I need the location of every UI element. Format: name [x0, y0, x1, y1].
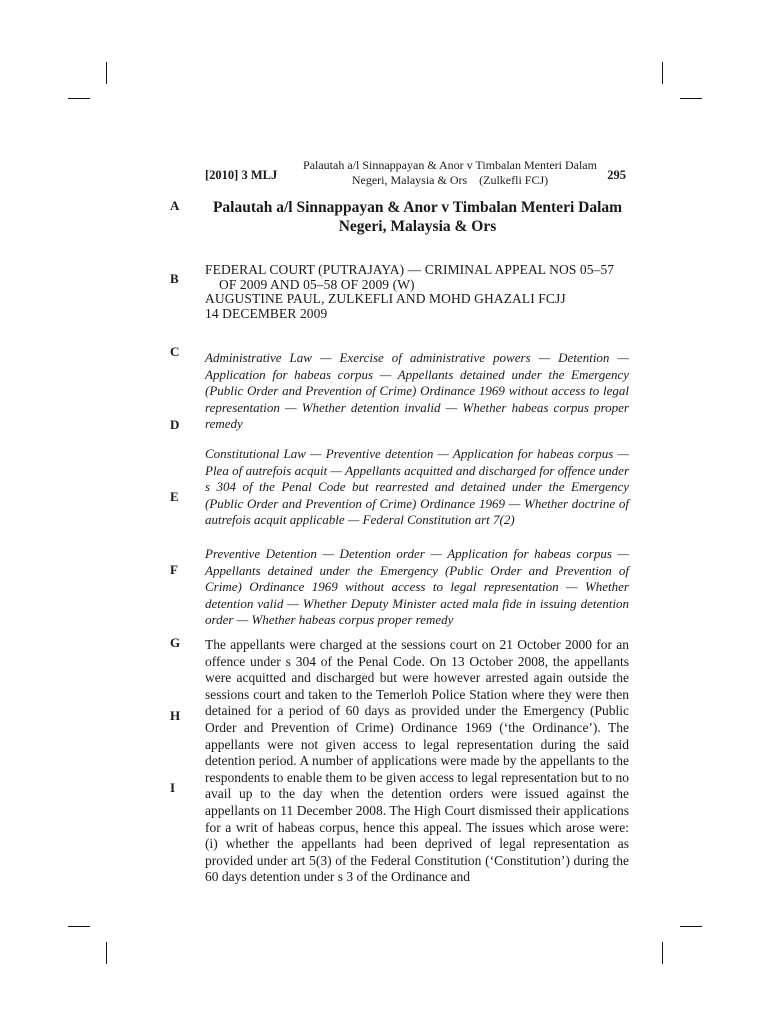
running-header-citation: [2010] 3 MLJ — [205, 168, 278, 182]
running-header-title-line1: Palautah a/l Sinnappayan & Anor v Timbalan Menteri Dalam — [303, 158, 597, 172]
case-title — [205, 198, 630, 236]
crop-mark-bottom-left-horizontal — [68, 926, 90, 927]
crop-mark-top-right-vertical — [662, 62, 663, 84]
margin-letter-i: I — [170, 780, 176, 795]
court-line1: FEDERAL COURT (PUTRAJAYA) — CRIMINAL APPEAL NOS 05–57 — [205, 262, 615, 277]
catchword-constitutional-law: Constitutional Law — Preventive detention — Application for habeas corpus — Plea of autrefois acquit — Appellants acquitted and discharged for offence under s 304 of the Penal Code but rearrested and detained under the Emergency (Public Order and Prevention of Crime) Ordinance 1969 — Whether doctrine of autrefois acquit applicable — Federal Constitution art 7(2) — [205, 446, 629, 528]
page-number: 295 — [607, 168, 626, 182]
case-title-line2: Negeri, Malaysia & Ors — [338, 218, 497, 235]
margin-letter-h: H — [170, 708, 181, 723]
catchword-administrative-law: Administrative Law — Exercise of administrative powers — Detention — Application for habeas corpus — Appellants detained under the Emergency (Public Order and Prevention of Crime) Ordinance 1969 without access to legal representation — Whether detention invalid — Whether habeas corpus proper remedy — [205, 350, 629, 432]
court-judges: AUGUSTINE PAUL, ZULKEFLI AND MOHD GHAZALI FCJJ — [205, 291, 566, 306]
crop-mark-top-left-vertical — [106, 62, 107, 84]
headnote-paragraph: The appellants were charged at the sessions court on 21 October 2000 for an offence under s 304 of the Penal Code. On 13 October 2008, the appellants were acquitted and discharged but were however arrested again outside the sessions court and taken to the Temerloh Police Station where they were then detained for a period of 60 days as provided under the Emergency (Public Order and Prevention of Crime) Ordinance 1969 (‘the Ordinance’). The appellants were not given access to legal representation during the said detention period. A number of applications were made by the appellants to the respondents to enable them to be given access to legal representation but to no avail up to the day when the detention orders were issued against the appellants on 11 December 2008. The High Court dismissed their applications for a writ of habeas corpus, hence this appeal. The issues which arose were: (i) whether the appellants had been deprived of legal representation as provided under art 5(3) of the Federal Constitution (‘Constitution’) during the 60 days detention under s 3 of the Ordinance and — [205, 637, 629, 885]
margin-letter-b: B — [170, 271, 179, 286]
crop-mark-top-left-horizontal — [68, 98, 90, 99]
running-header-title-line2: Negeri, Malaysia & Ors (Zulkefli FCJ) — [351, 173, 549, 187]
margin-letter-f: F — [170, 562, 178, 577]
margin-letter-g: G — [170, 635, 181, 650]
crop-mark-bottom-right-horizontal — [680, 926, 702, 927]
court-line2: OF 2009 AND 05–58 OF 2009 (W) — [219, 276, 415, 292]
margin-letter-c: C — [170, 344, 180, 359]
catchword-preventive-detention: Preventive Detention — Detention order — Application for habeas corpus — Appellants detained under the Emergency (Public Order and Prevention of Crime) Ordinance 1969 without access to legal representation — Whether detention valid — Whether Deputy Minister acted mala fide in issuing detention order — Whether habeas corpus proper remedy — [205, 546, 629, 628]
running-header-title — [280, 158, 620, 188]
crop-mark-top-right-horizontal — [680, 98, 702, 99]
court-details — [205, 263, 635, 321]
case-title-line1: Palautah a/l Sinnappayan & Anor v Timbalan Menteri Dalam — [212, 199, 623, 216]
crop-mark-bottom-left-vertical — [106, 942, 107, 964]
court-date: 14 DECEMBER 2009 — [205, 305, 328, 321]
margin-letter-d: D — [170, 417, 180, 432]
margin-letter-a: A — [170, 198, 180, 213]
crop-mark-bottom-right-vertical — [662, 942, 663, 964]
margin-letter-e: E — [170, 489, 179, 504]
